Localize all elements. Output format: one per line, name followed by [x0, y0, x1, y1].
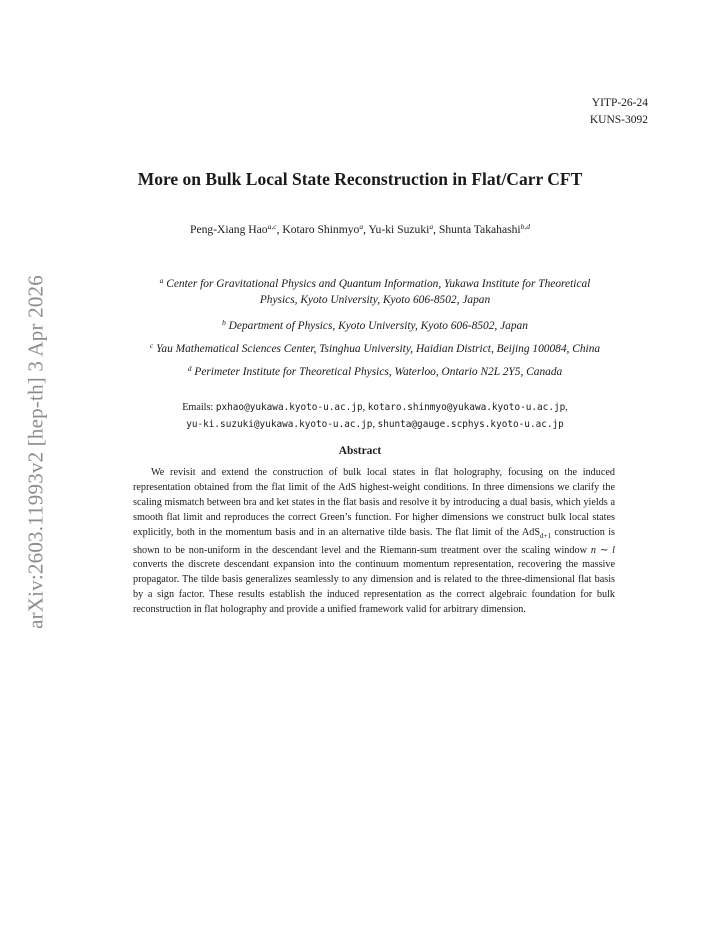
arxiv-stamp: arXiv:2603.11993v2 [hep-th] 3 Apr 2026 [23, 275, 48, 629]
email-link[interactable]: pxhao@yukawa.kyoto-u.ac.jp [215, 402, 363, 413]
author-name: Shunta Takahashi [438, 223, 521, 236]
abstract-text [133, 466, 615, 618]
author-affil-mark: a [429, 222, 434, 231]
report-numbers [590, 95, 648, 129]
abstract-text-part: We revisit and extend the construction of bulk local states in flat holography, focusing on the induced representation obtained from the flat limit of the AdS highest-weight conditions. In three dimensions we clarify the scaling mismatch between bra and ket states in the flat basis and resolve it by introducing a dual basis, which yields a smooth flat limit and reproduces the correct Green’s function. For higher dimensions we construct bulk local states explicitly, both in the momentum basis and in an alternative tilde basis. The flat limit of the AdS [133, 467, 615, 538]
affiliation-text: Perimeter Institute for Theoretical Physics, Waterloo, Ontario N2L 2Y5, Canada [194, 366, 563, 378]
paper-title: More on Bulk Local State Reconstruction in Flat/Carr CFT [137, 169, 583, 189]
author-separator: , [433, 223, 439, 236]
email-link[interactable]: shunta@gauge.scphys.kyoto-u.ac.jp [377, 419, 564, 430]
abstract-text-part: construction is shown to be non-uniform in the descendant level and the Riemann-sum treatment over the scaling window [133, 526, 616, 556]
affiliation-mark: d [187, 364, 192, 373]
author-affil-mark: a [359, 222, 364, 231]
author-name: Kotaro Shinmyo [282, 223, 360, 236]
abstract-math: n ∼ l [590, 544, 615, 556]
author-list [0, 222, 720, 236]
email-link[interactable]: yu-ki.suzuki@yukawa.kyoto-u.ac.jp [186, 419, 373, 430]
affiliation-c [70, 338, 680, 357]
affiliation-text: Department of Physics, Kyoto University, Kyoto 606-8502, Japan [228, 320, 528, 332]
affiliation-text: Yau Mathematical Sciences Center, Tsinghua University, Haidian District, Beijing 100084, China [156, 343, 601, 355]
author-separator: , [363, 223, 369, 236]
author-affil-mark: b,d [520, 222, 530, 231]
affiliation-d [90, 361, 660, 380]
affiliation-b [90, 315, 660, 334]
affiliation-text: Physics, Kyoto University, Kyoto 606-8502, Japan [259, 294, 491, 306]
author-separator: , [276, 223, 283, 236]
author-affil-mark: a,c [267, 222, 277, 231]
email-block: Emails: pxhao@yukawa.kyoto-u.ac.jp, kotaro.shinmyo@yukawa.kyoto-u.ac.jp, yu-ki.suzuki@yukawa.kyoto-u.ac.jp, shunta@gauge.scphys.kyoto-u.ac.jp [182, 402, 568, 430]
affiliation-mark: b [222, 318, 226, 327]
affiliation-mark: a [159, 276, 164, 285]
abstract-heading: Abstract [338, 445, 382, 457]
author-name: Yu-ki Suzuki [368, 223, 430, 236]
abstract-subscript: d+1 [540, 531, 551, 540]
affiliation-text: Center for Gravitational Physics and Quantum Information, Yukawa Institute for Theoretical [166, 278, 591, 290]
report-number: KUNS-3092 [589, 114, 648, 126]
abstract-text-part: converts the discrete descendant expansion into the continuum momentum representation, recovering the massive propagator. The tilde basis generalizes seamlessly to any dimension and is related to the three-dimensional flat basis by a sign factor. These results establish the induced representation as the correct algebraic foundation for bulk reconstruction in flat holography and provide a unified framework valid for arbitrary dimension. [133, 559, 615, 616]
affiliation-mark: c [149, 341, 154, 350]
report-number: YITP-26-24 [591, 97, 648, 109]
emails-label: Emails: [182, 402, 214, 413]
author-name: Peng-Xiang Hao [190, 223, 268, 236]
affiliation-a [90, 273, 660, 308]
email-link[interactable]: kotaro.shinmyo@yukawa.kyoto-u.ac.jp [367, 402, 566, 413]
